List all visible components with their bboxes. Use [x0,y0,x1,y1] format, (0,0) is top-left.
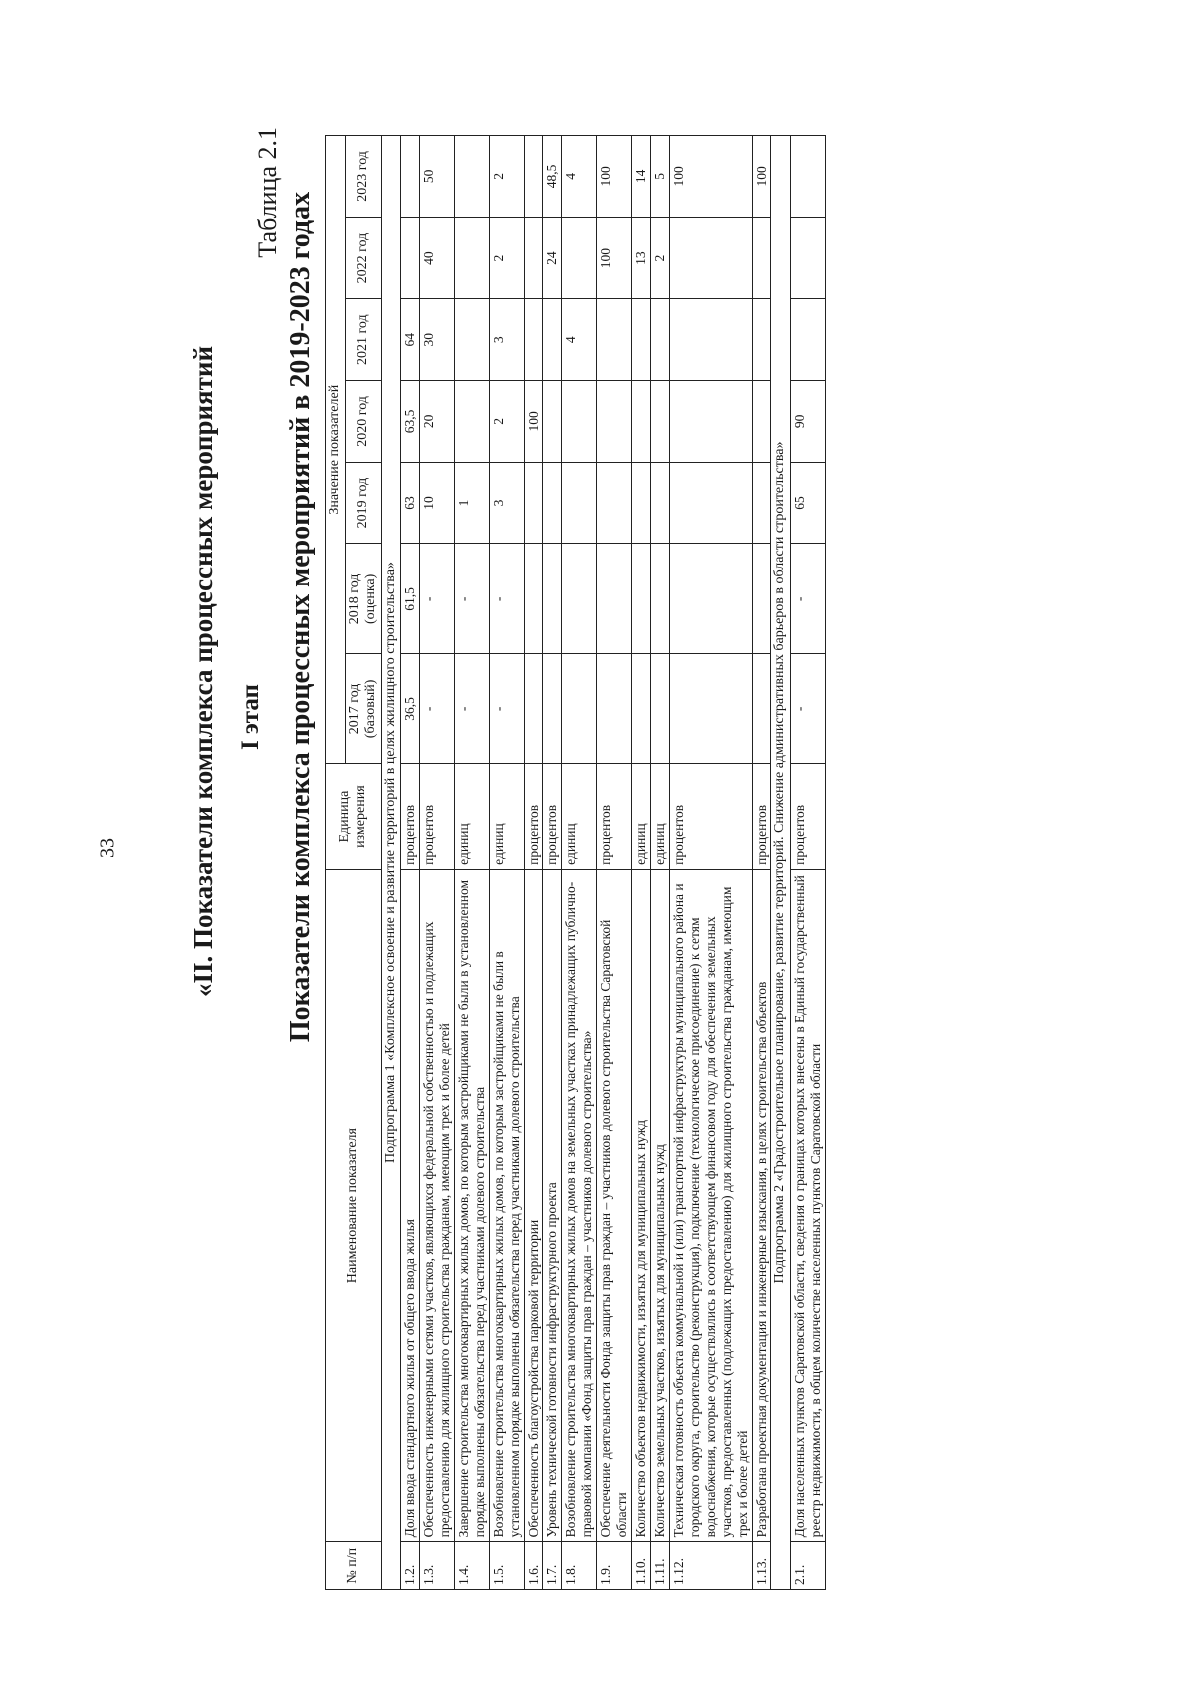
row-value: 2 [489,381,524,463]
row-value: 5 [650,136,669,218]
page-number: 33 [96,838,119,858]
subprogram-title: Подпрограмма 1 «Комплексное освоение и развитие территорий в целях жилищного строительства» [381,136,401,1590]
row-value: - [790,544,825,654]
row-value [650,462,669,544]
row-value: 3 [489,299,524,381]
row-value [524,136,543,218]
row-num: 1.12. [669,1542,752,1590]
table-row [632,136,651,1590]
row-value: 36,5 [401,654,420,764]
row-value [543,544,562,654]
row-num: 1.11. [650,1542,669,1590]
row-value [454,299,489,381]
row-value [597,381,632,463]
indicators-table [325,135,826,1590]
row-unit: единиц [489,764,524,869]
row-value [752,217,771,299]
row-value [669,381,752,463]
row-value: 30 [419,299,454,381]
subprogram-row [381,136,401,1590]
row-num: 1.3. [419,1542,454,1590]
header-year: 2018 год (оценка) [345,544,381,654]
table-label: Таблица 2.1 [253,127,282,258]
table-row [401,136,420,1590]
row-unit: процентов [669,764,752,869]
row-value [524,462,543,544]
row-value: 90 [790,381,825,463]
row-value [562,381,597,463]
row-value: 2 [489,136,524,218]
row-value: 13 [632,217,651,299]
row-value: 100 [752,136,771,218]
row-name: Обеспеченность инженерными сетями участков, являющихся федеральной собственностью и подлежащих предоставлению для жилищного строительства гражданам, имеющим трех и более детей [419,869,454,1542]
row-value [752,299,771,381]
row-value: 14 [632,136,651,218]
row-value [524,299,543,381]
row-value [790,299,825,381]
row-value [454,381,489,463]
row-num: 1.5. [489,1542,524,1590]
row-value: 4 [562,299,597,381]
row-value [752,654,771,764]
row-value [650,544,669,654]
table-row [419,136,454,1590]
row-value [632,544,651,654]
row-value: - [419,544,454,654]
table-row [454,136,489,1590]
row-value [454,136,489,218]
row-value [632,462,651,544]
row-value [650,654,669,764]
header-name: Наименование показателя [326,869,382,1542]
row-value: 2 [650,217,669,299]
row-value [562,654,597,764]
row-value [669,462,752,544]
table-row [543,136,562,1590]
row-value [562,462,597,544]
row-num: 1.10. [632,1542,651,1590]
row-value: 100 [524,381,543,463]
row-name: Количество объектов недвижимости, изъятых для муниципальных нужд [632,869,651,1542]
row-num: 2.1. [790,1542,825,1590]
row-value: 61,5 [401,544,420,654]
row-value: 24 [543,217,562,299]
row-value [632,299,651,381]
row-value [543,462,562,544]
row-value: 3 [489,462,524,544]
row-value [597,544,632,654]
row-unit: единиц [632,764,651,869]
row-unit: процентов [524,764,543,869]
row-unit: единиц [562,764,597,869]
row-name: Возобновление строительства многоквартирных жилых домов, по которым застройщиками не были в установленном порядке выполнены обязательства перед участниками долевого строительства [489,869,524,1542]
row-value: - [454,654,489,764]
row-value [562,217,597,299]
row-value: 100 [597,136,632,218]
row-value [752,462,771,544]
row-value: 2 [489,217,524,299]
row-num: 1.7. [543,1542,562,1590]
row-value [650,299,669,381]
row-name: Уровень технической готовности инфраструктурного проекта [543,869,562,1542]
table-title: Показатели комплекса процессных мероприятий в 2019-2023 годах [285,191,316,1043]
row-value: 64 [401,299,420,381]
row-value [543,299,562,381]
row-value: 40 [419,217,454,299]
row-unit: процентов [419,764,454,869]
row-value [632,381,651,463]
row-num: 1.6. [524,1542,543,1590]
row-value [543,654,562,764]
row-unit: процентов [597,764,632,869]
row-value [790,136,825,218]
table-row [524,136,543,1590]
row-value [524,544,543,654]
header-year: 2019 год [345,462,381,544]
row-value [524,217,543,299]
table-row [597,136,632,1590]
row-value [669,654,752,764]
header-year: 2017 год (базовый) [345,654,381,764]
row-name: Техническая готовность объекта коммунальной и (или) транспортной инфраструктуры муниципального района и городского округа, строительство (реконструкция), подключение (технологическое присоединение) к сетям водоснабжения, которые осуществлялись в соответствующем финансовом году для обеспечения земельных участков, предоставленных (подлежащих предоставлению) для жилищного строительства гражданам, имеющим трех и более детей [669,869,752,1542]
row-name: Завершение строительства многоквартирных жилых домов, по которым застройщиками не были в установленном порядке выполнены обязательства перед участниками долевого строительства [454,869,489,1542]
subprogram-title: Подпрограмма 2 «Градостроительное планирование, развитие территорий. Снижение административных барьеров в области строительства» [771,136,791,1590]
row-name: Обеспечение деятельности Фонда защиты прав граждан – участников долевого строительства Саратовской области [597,869,632,1542]
row-value: 63 [401,462,420,544]
header-num: № п/п [326,1542,382,1590]
row-value: 48,5 [543,136,562,218]
row-value: - [489,544,524,654]
row-unit: единиц [454,764,489,869]
table-body [381,136,825,1590]
row-name: Доля населенных пунктов Саратовской области, сведения о границах которых внесены в Единый государственный реестр недвижимости, в общем количестве населенных пунктов Саратовской области [790,869,825,1542]
row-value [669,544,752,654]
row-unit: процентов [401,764,420,869]
row-name: Обеспеченность благоустройства парковой территории [524,869,543,1542]
row-value: 1 [454,462,489,544]
row-value: 20 [419,381,454,463]
table-row [489,136,524,1590]
row-value [650,381,669,463]
row-value [669,217,752,299]
row-value [790,217,825,299]
row-value [401,136,420,218]
table-row [790,136,825,1590]
stage-heading: I этап [237,684,264,750]
row-value: 50 [419,136,454,218]
row-value [752,381,771,463]
table-row [650,136,669,1590]
row-value [632,654,651,764]
table-row [669,136,752,1590]
row-value [401,217,420,299]
table-row [562,136,597,1590]
row-value: - [454,544,489,654]
row-value [597,654,632,764]
table-header-row [326,136,346,1590]
row-value: 63,5 [401,381,420,463]
row-value: - [790,654,825,764]
section-heading: «II. Показатели комплекса процессных мероприятий [188,345,218,997]
row-value [597,462,632,544]
row-num: 1.2. [401,1542,420,1590]
row-value: - [489,654,524,764]
header-year: 2020 год [345,381,381,463]
header-year: 2023 год [345,136,381,218]
row-name: Доля ввода стандартного жилья от общего ввода жилья [401,869,420,1542]
header-values-group: Значение показателей [326,136,346,764]
row-value [543,381,562,463]
row-value [669,299,752,381]
row-unit: процентов [752,764,771,869]
header-year: 2021 год [345,299,381,381]
row-value: - [419,654,454,764]
row-value: 4 [562,136,597,218]
row-num: 1.13. [752,1542,771,1590]
row-value: 100 [597,217,632,299]
row-unit: процентов [790,764,825,869]
subprogram-row [771,136,791,1590]
row-name: Разработана проектная документация и инженерные изыскания, в целях строительства объектов [752,869,771,1542]
row-unit: процентов [543,764,562,869]
row-value [752,544,771,654]
row-value [597,299,632,381]
row-num: 1.4. [454,1542,489,1590]
row-value [562,544,597,654]
row-value: 100 [669,136,752,218]
row-num: 1.9. [597,1542,632,1590]
table-row [752,136,771,1590]
row-value [454,217,489,299]
row-num: 1.8. [562,1542,597,1590]
header-year: 2022 год [345,217,381,299]
row-name: Возобновление строительства многоквартирных жилых домов на земельных участках принадлежащих публично-правовой компании «Фонд защиты прав граждан – участников долевого строительства» [562,869,597,1542]
row-unit: единиц [650,764,669,869]
row-value [524,654,543,764]
row-value: 65 [790,462,825,544]
header-unit: Единица измерения [326,764,382,869]
row-value: 10 [419,462,454,544]
row-name: Количество земельных участков, изъятых для муниципальных нужд [650,869,669,1542]
